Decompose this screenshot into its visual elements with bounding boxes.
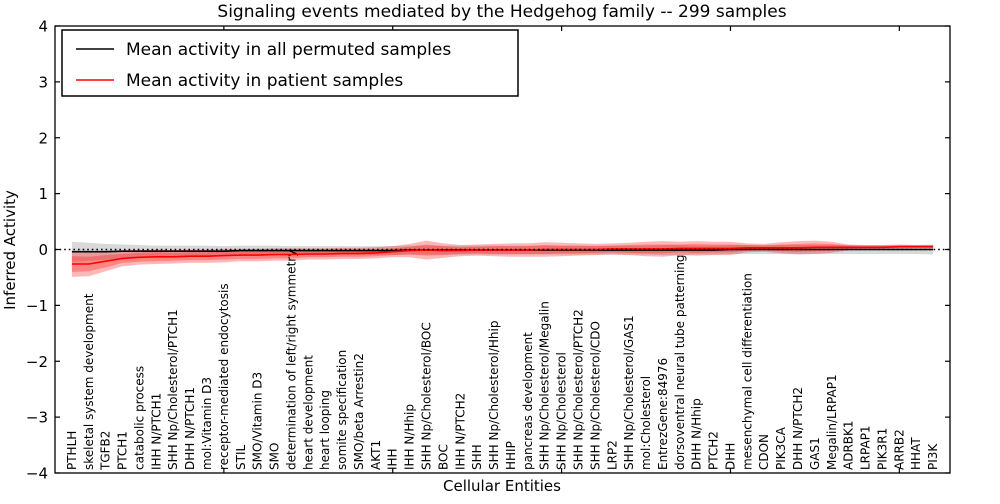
x-tick-label: SHH Np/Cholesterol/PTCH2	[571, 309, 586, 470]
legend-label-patient: Mean activity in patient samples	[126, 71, 404, 91]
legend-entry-patient	[76, 71, 403, 91]
x-tick-label: heart development	[301, 355, 316, 470]
x-tick-label: ARRB2	[892, 429, 907, 470]
y-tick-label: 1	[38, 185, 48, 204]
x-tick-label: somite specification	[335, 349, 350, 470]
x-tick-label: CDON	[757, 433, 772, 470]
x-tick-label: dorsoventral neural tube patterning	[672, 254, 687, 470]
x-tick-label: SMO	[267, 442, 282, 470]
x-tick-label: determination of left/right symmetry	[284, 249, 299, 470]
x-tick-label: DHH	[723, 442, 738, 470]
legend	[62, 30, 518, 96]
y-tick-label: −3	[25, 408, 48, 427]
x-tick-label: BOC	[436, 444, 451, 470]
x-tick-label: PTHLH	[64, 430, 79, 470]
x-tick-label: PTCH1	[115, 431, 130, 470]
x-tick-label: pancreas development	[520, 332, 535, 470]
y-tick-label: 0	[38, 241, 48, 259]
x-tick-label: STIL	[233, 444, 248, 470]
x-tick-label: DHH N/Hhip	[689, 398, 704, 470]
x-tick-label: SHH Np/Cholesterol/PTCH1	[166, 309, 181, 470]
x-tick-label: PIK3CA	[774, 427, 789, 470]
x-tick-label: DHH N/PTCH2	[791, 386, 806, 470]
x-tick-label: PTCH2	[706, 431, 721, 470]
x-tick-label: receptor-mediated endocytosis	[216, 283, 231, 470]
x-tick-label: EntrezGene:84976	[655, 357, 670, 470]
x-tick-label: SHH Np/Cholesterol	[554, 352, 569, 470]
x-tick-label: DHH N/PTCH1	[183, 386, 198, 470]
x-tick-label: PI3K	[926, 443, 941, 470]
x-axis-label: Cellular Entities	[443, 477, 561, 495]
x-tick-label: HHIP	[503, 441, 518, 470]
x-tick-label: ADRBK1	[841, 420, 856, 470]
x-tick-label: SHH	[470, 444, 485, 470]
x-tick-label: SHH Np/Cholesterol/Megalin	[537, 301, 552, 470]
x-tick-label: LRPAP1	[858, 425, 873, 470]
x-tick-label: heart looping	[318, 390, 333, 470]
y-axis-label: Inferred Activity	[1, 190, 19, 310]
x-tick-label: TGFB2	[98, 430, 113, 470]
x-tick-label: GAS1	[807, 437, 822, 470]
x-tick-label: AKT1	[368, 439, 383, 470]
x-tick-label: mol:Cholesterol	[639, 375, 654, 470]
x-tick-label: skeletal system development	[81, 293, 96, 470]
x-tick-label: mol:Vitamin D3	[199, 376, 214, 470]
x-tick-label: IHH N/Hhip	[402, 404, 417, 470]
legend-label-permuted: Mean activity in all permuted samples	[126, 40, 452, 60]
x-tick-label: Megalin/LRPAP1	[824, 374, 839, 470]
y-tick-label: −2	[25, 352, 48, 371]
x-tick-label: LRP2	[605, 440, 620, 470]
x-tick-label: SHH Np/Cholesterol/GAS1	[622, 315, 637, 470]
x-tick-label: mesenchymal cell differentiation	[740, 273, 755, 470]
x-tick-label: IHH N/PTCH2	[453, 392, 468, 470]
x-tick-label: SMO/beta Arrestin2	[351, 353, 366, 470]
y-tick-label: −4	[25, 464, 48, 483]
x-tick-label: catabolic process	[132, 365, 147, 470]
x-tick-label: PIK3R1	[875, 427, 890, 470]
y-tick-label: −1	[25, 296, 48, 315]
x-tick-label: SMO/Vitamin D3	[250, 371, 265, 470]
y-tick-label: 3	[38, 73, 48, 92]
chart-title: Signaling events mediated by the Hedgehog family -- 299 samples	[217, 2, 787, 22]
x-tick-label: IHH N/PTCH1	[149, 392, 164, 470]
x-tick-label: SHH Np/Cholesterol/Hhip	[487, 320, 502, 470]
x-tick-label: HHAT	[909, 437, 924, 470]
y-tick-label: 4	[38, 17, 48, 36]
x-tick-label: IHH	[385, 448, 400, 470]
y-tick-label: 2	[38, 129, 48, 148]
x-tick-label: SHH Np/Cholesterol/BOC	[419, 322, 434, 470]
legend-entry-permuted	[76, 40, 451, 60]
x-tick-label: SHH Np/Cholesterol/CDO	[588, 321, 603, 470]
